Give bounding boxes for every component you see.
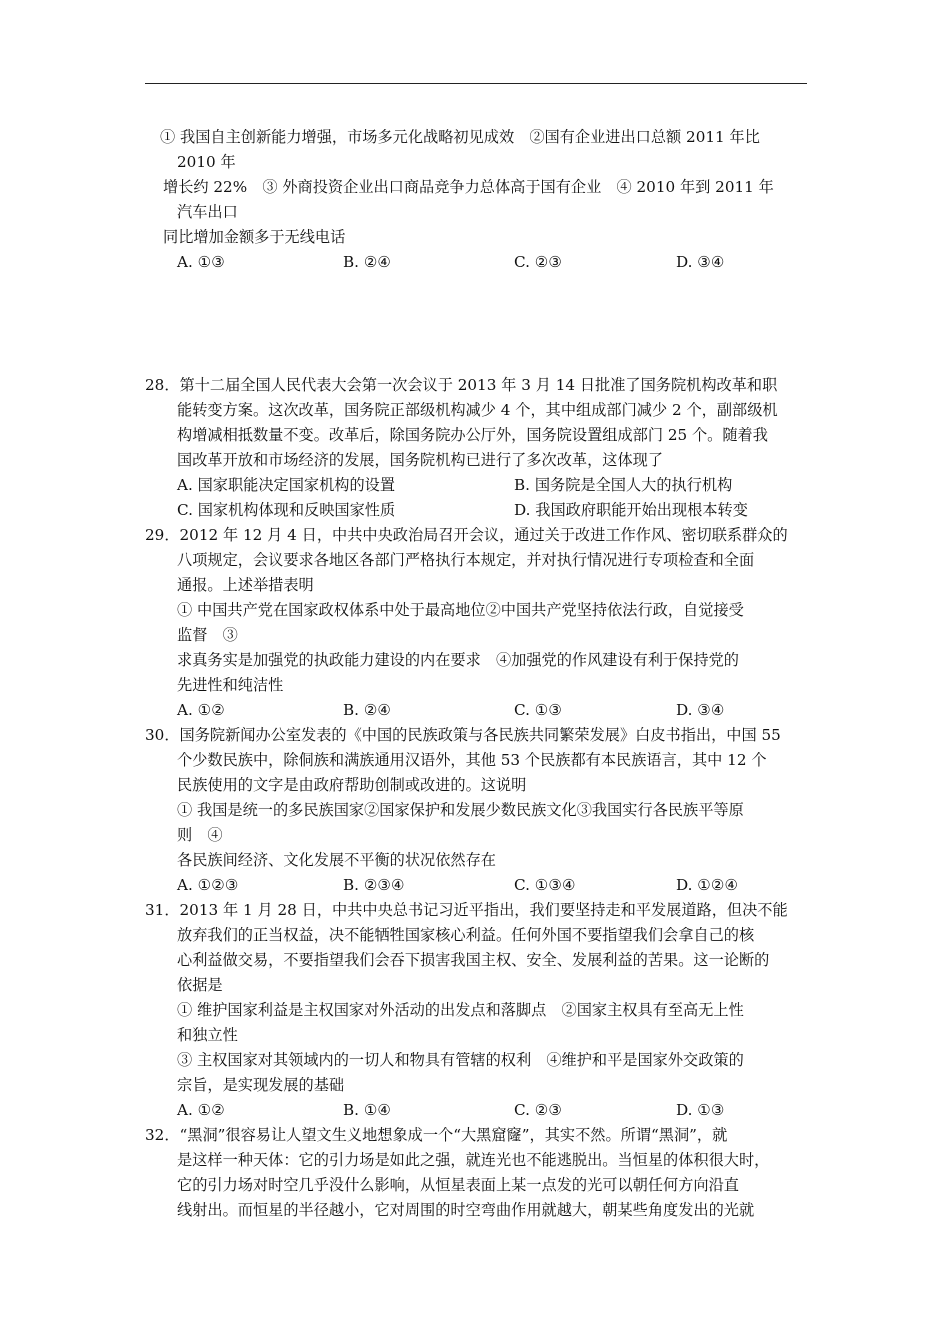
q31-statement-line: ① 维护国家利益是主权国家对外活动的出发点和落脚点 ②国家主权具有至高无上性 [177, 1001, 744, 1019]
q30-statement-line: 则 ④ [177, 826, 223, 844]
q27-statement-line: 同比增加金额多于无线电话 [163, 228, 346, 246]
q30-option-b: B. ②③④ [343, 876, 405, 894]
q30-option-d: D. ①②④ [676, 876, 739, 894]
q30-option-c: C. ①③④ [514, 876, 576, 894]
q31-option-d: D. ①③ [676, 1101, 725, 1119]
q31-stem-line: 31．2013 年 1 月 28 日，中共中央总书记习近平指出，我们要坚持走和平发展道路，但决不能 [145, 901, 788, 919]
q29-option-b: B. ②④ [343, 701, 392, 719]
q28-option-d: D. 我国政府职能开始出现根本转变 [514, 501, 748, 519]
q30-stem-line: 个少数民族中，除侗族和满族通用汉语外，其他 53 个民族都有本民族语言，其中 12 个 [177, 751, 767, 769]
q29-statement-line: 求真务实是加强党的执政能力建设的内在要求 ④加强党的作风建设有利于保持党的 [177, 651, 739, 669]
q30-statement-line: ① 我国是统一的多民族国家②国家保护和发展少数民族文化③我国实行各民族平等原 [177, 801, 744, 819]
q29-option-d: D. ③④ [676, 701, 725, 719]
q31-option-a: A. ①② [177, 1101, 225, 1119]
q30-stem-line: 民族使用的文字是由政府帮助创制或改进的。这说明 [177, 776, 527, 794]
q27-statement-line: 汽车出口 [177, 203, 238, 221]
q29-statement-line: 监督 ③ [177, 626, 238, 644]
q27-option-b: B. ②④ [343, 253, 392, 271]
q29-statement-line: ① 中国共产党在国家政权体系中处于最高地位②中国共产党坚持依法行政，自觉接受 [177, 601, 744, 619]
q31-statement-line: 宗旨，是实现发展的基础 [177, 1076, 345, 1094]
q31-statement-line: 和独立性 [177, 1026, 238, 1044]
q27-statement-line: ① 我国自主创新能力增强，市场多元化战略初见成效 ②国有企业进出口总额 2011 年比 [160, 128, 760, 146]
q29-stem-line: 八项规定，会议要求各地区各部门严格执行本规定，并对执行情况进行专项检查和全面 [177, 551, 755, 569]
q28-option-c: C. 国家机构体现和反映国家性质 [177, 501, 396, 519]
q28-stem-line: 构增减相抵数量不变。改革后，除国务院办公厅外，国务院设置组成部门 25 个。随着我 [177, 426, 768, 444]
q27-statement-line: 2010 年 [177, 153, 236, 171]
q31-option-c: C. ②③ [514, 1101, 562, 1119]
q30-statement-line: 各民族间经济、文化发展不平衡的状况依然存在 [177, 851, 496, 869]
header-rule [145, 83, 807, 84]
q31-option-b: B. ①④ [343, 1101, 392, 1119]
q28-option-a: A. 国家职能决定国家机构的设置 [177, 476, 396, 494]
q29-statement-line: 先进性和纯洁性 [177, 676, 284, 694]
q31-stem-line: 依据是 [177, 976, 223, 994]
q27-option-d: D. ③④ [676, 253, 725, 271]
q28-stem-line: 28．第十二届全国人民代表大会第一次会议于 2013 年 3 月 14 日批准了国务院机构改革和职 [145, 376, 778, 394]
q31-statement-line: ③ 主权国家对其领域内的一切人和物具有管辖的权利 ④维护和平是国家外交政策的 [177, 1051, 744, 1069]
q29-option-a: A. ①② [177, 701, 225, 719]
q30-option-a: A. ①②③ [177, 876, 239, 894]
q29-option-c: C. ①③ [514, 701, 562, 719]
q31-stem-line: 放弃我们的正当权益，决不能牺牲国家核心利益。任何外国不要指望我们会拿自己的核 [177, 926, 755, 944]
q31-stem-line: 心利益做交易，不要指望我们会吞下损害我国主权、安全、发展利益的苦果。这一论断的 [177, 951, 770, 969]
q29-stem-line: 通报。上述举措表明 [177, 576, 314, 594]
q32-stem-line: 线射出。而恒星的半径越小，它对周围的时空弯曲作用就越大，朝某些角度发出的光就 [177, 1201, 755, 1219]
q32-stem-line: 它的引力场对时空几乎没什么影响，从恒星表面上某一点发的光可以朝任何方向沿直 [177, 1176, 739, 1194]
q27-option-a: A. ①③ [177, 253, 225, 271]
q27-statement-line: 增长约 22% ③ 外商投资企业出口商品竞争力总体高于国有企业 ④ 2010 年到 2011 年 [163, 178, 774, 196]
q28-option-b: B. 国务院是全国人大的执行机构 [514, 476, 733, 494]
q32-stem-line: 是这样一种天体：它的引力场是如此之强，就连光也不能逃脱出。当恒星的体积很大时， [177, 1151, 770, 1169]
q32-stem-line: 32．“黑洞”很容易让人望文生义地想象成一个“大黑窟窿”，其实不然。所谓“黑洞”，就 [145, 1126, 728, 1144]
q29-stem-line: 29．2012 年 12 月 4 日，中共中央政治局召开会议，通过关于改进工作作风、密切联系群众的 [145, 526, 788, 544]
q30-stem-line: 30．国务院新闻办公室发表的《中国的民族政策与各民族共同繁荣发展》白皮书指出，中国 55 [145, 726, 781, 744]
q27-option-c: C. ②③ [514, 253, 562, 271]
q28-stem-line: 国改革开放和市场经济的发展，国务院机构已进行了多次改革，这体现了 [177, 451, 663, 469]
q28-stem-line: 能转变方案。这次改革，国务院正部级机构减少 4 个，其中组成部门减少 2 个，副部级机 [177, 401, 778, 419]
